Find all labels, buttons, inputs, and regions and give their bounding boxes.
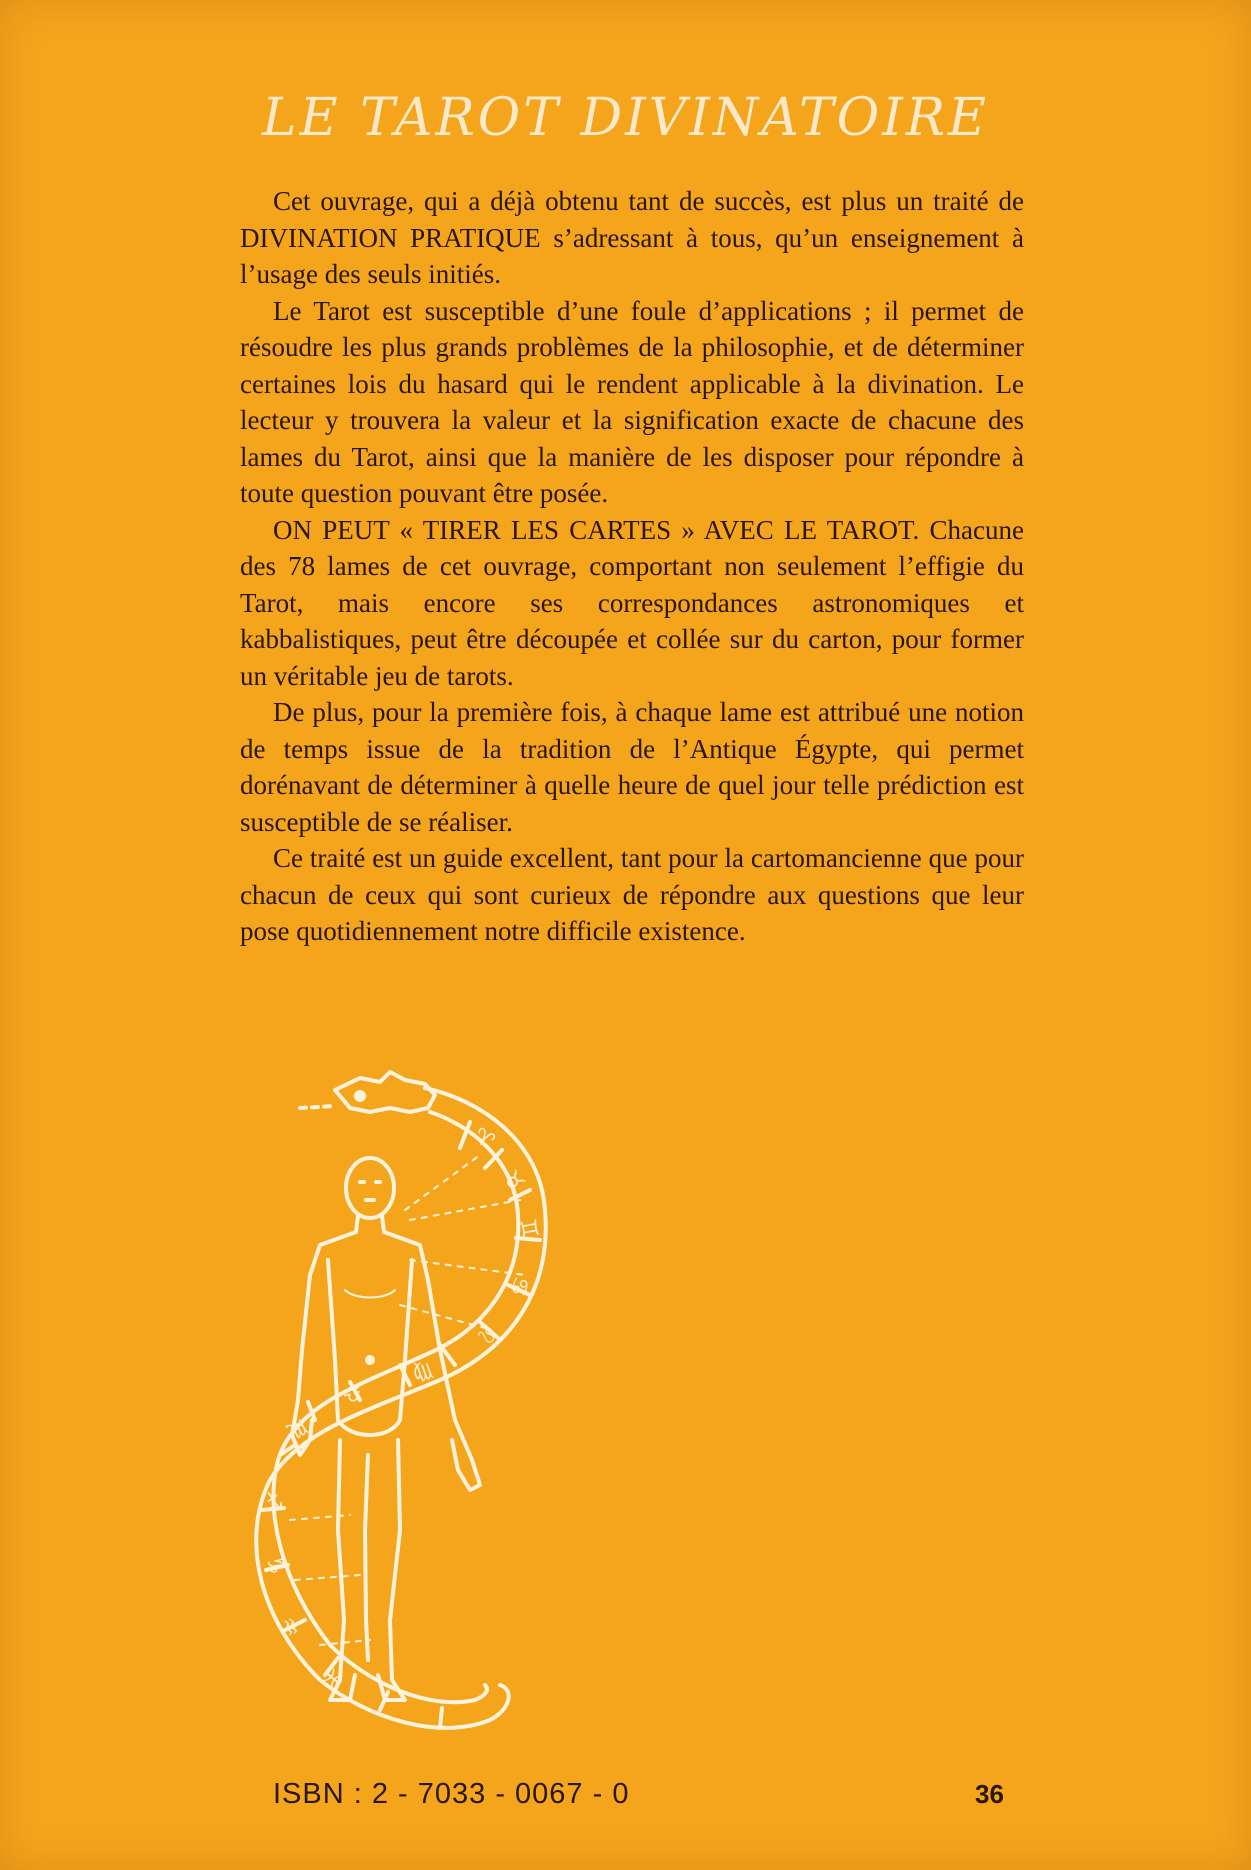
blurb-paragraph-1: Cet ouvrage, qui a déjà obtenu tant de succès, est plus un traité de DIVINATION PRATIQUE s’adressant à tous, qu’un enseignement à l’usage des seuls initiés. <box>240 186 1024 289</box>
blurb-paragraph-5: Ce traité est un guide excellent, tant pour la cartomancienne que pour chacun de ceux qui sont curieux de répondre aux questions que leur pose quotidiennement notre difficile existence. <box>240 843 1024 946</box>
series-number: 36 <box>975 1779 1004 1809</box>
svg-text:♊: ♊ <box>514 1216 543 1241</box>
svg-text:♉: ♉ <box>497 1165 530 1197</box>
blurb-paragraph-2: Le Tarot est susceptible d’une foule d’applications ; il permet de résoudre les plus grands problèmes de la philosophie, et de déterminer certaines lois du hasard qui le rendent applicable à la divination. Le lecteur y trouvera la valeur et la signification exacte de chacune des lames du Tarot, ainsi que la manière de les disposer pour répondre à toute question pouvant être posée. <box>240 295 1024 508</box>
isbn-number: ISBN : 2 - 7033 - 0067 - 0 <box>273 1778 630 1810</box>
svg-text:♒: ♒ <box>274 1613 305 1641</box>
book-title: LE TAROT DIVINATOIRE <box>262 88 989 148</box>
svg-text:♋: ♋ <box>504 1273 534 1299</box>
zodiac-man-serpent-illustration <box>240 1060 580 1760</box>
svg-text:♑: ♑ <box>262 1555 287 1575</box>
svg-text:♏: ♏ <box>281 1412 312 1445</box>
svg-text:♎: ♎ <box>339 1379 365 1409</box>
blurb-paragraph-4: De plus, pour la première fois, à chaque lame est attribué une notion de temps issue de la tradition de l’Antique Égypte, qui permet dorénavant de déterminer à quelle heure de quel jour telle prédiction est susceptible de se réaliser. <box>240 697 1024 837</box>
svg-text:♌: ♌ <box>470 1318 503 1350</box>
svg-text:♐: ♐ <box>258 1488 287 1513</box>
blurb-text <box>240 183 1024 950</box>
svg-text:♓: ♓ <box>316 1663 348 1696</box>
svg-text:♍: ♍ <box>409 1356 437 1387</box>
svg-text:♈: ♈ <box>469 1123 499 1156</box>
blurb-paragraph-3: ON PEUT « TIRER LES CARTES » AVEC LE TAROT. Chacune des 78 lames de cet ouvrage, comportant non seulement l’effigie du Tarot, mais encore ses correspondances astronomiques et kabbalistiques, peut être découpée et collée sur du carton, pour former un véritable jeu de tarots. <box>240 514 1024 691</box>
